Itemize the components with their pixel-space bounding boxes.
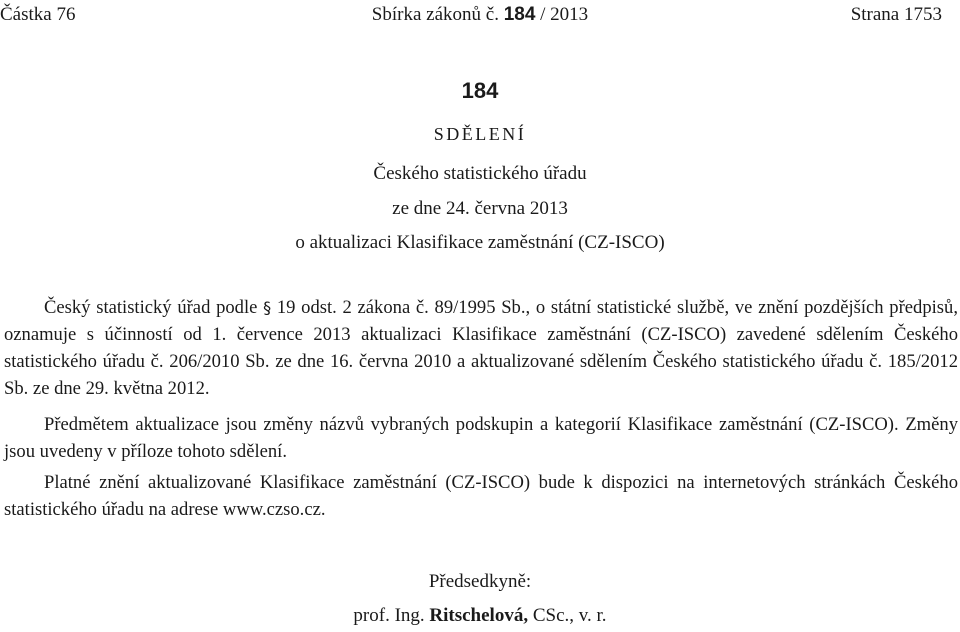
paragraph-1-lead: Český statistický úřad podle	[44, 297, 258, 318]
page-header	[0, 4, 960, 30]
signature-prefix: prof. Ing.	[353, 605, 425, 626]
paragraph-2-text: Předmětem aktualizace jsou změny názvů vybraných podskupin a kategorií Klasifikace zaměstnání (CZ-ISCO). Změny jsou uvedeny v příloze tohoto sdělení.	[4, 414, 958, 462]
paragraph-3-text: Platné znění aktualizované Klasifikace zaměstnání (CZ-ISCO) bude k dispozici na internetových stránkách Českého statistického úřadu na adrese www.czso.cz.	[4, 472, 958, 520]
document-type: SDĚLENÍ	[433, 124, 527, 144]
header-collection-year: / 2013	[540, 4, 589, 25]
document-number: 184	[461, 78, 499, 103]
section-symbol: §	[263, 298, 272, 317]
signature-role: Předsedkyně:	[428, 571, 532, 592]
signature-name	[0, 605, 960, 627]
body-paragraph-1	[4, 294, 958, 402]
body-paragraph-2	[4, 411, 958, 465]
header-collection	[0, 4, 960, 26]
document-date: ze dne 24. června 2013	[392, 198, 568, 219]
paragraph-1-text: 19 odst. 2 zákona č. 89/1995 Sb., o státní statistické službě, ve znění pozdějších předpisů, oznamuje s účinností od 1. července 2013 aktualizaci Klasifikace zaměstnání (CZ-ISCO) zavedené sdělením Českého statistického úřadu č. 206/2010 Sb. ze dne 16. června 2010 a aktualizované sdělením Českého statistického úřadu č. 185/2012 Sb. ze dne 29. května 2012.	[4, 297, 958, 399]
body-paragraph-3	[4, 469, 958, 523]
signature-surname: Ritschelová,	[429, 605, 529, 626]
document-subject: o aktualizaci Klasifikace zaměstnání (CZ-ISCO)	[295, 232, 665, 253]
header-part: Částka 76	[0, 4, 76, 25]
signature-suffix: CSc., v. r.	[532, 605, 607, 626]
header-page-number: Strana 1753	[850, 4, 942, 25]
header-collection-number: 184	[503, 4, 536, 25]
header-collection-label: Sbírka zákonů č.	[371, 4, 499, 25]
document-issuer: Českého statistického úřadu	[373, 163, 587, 184]
